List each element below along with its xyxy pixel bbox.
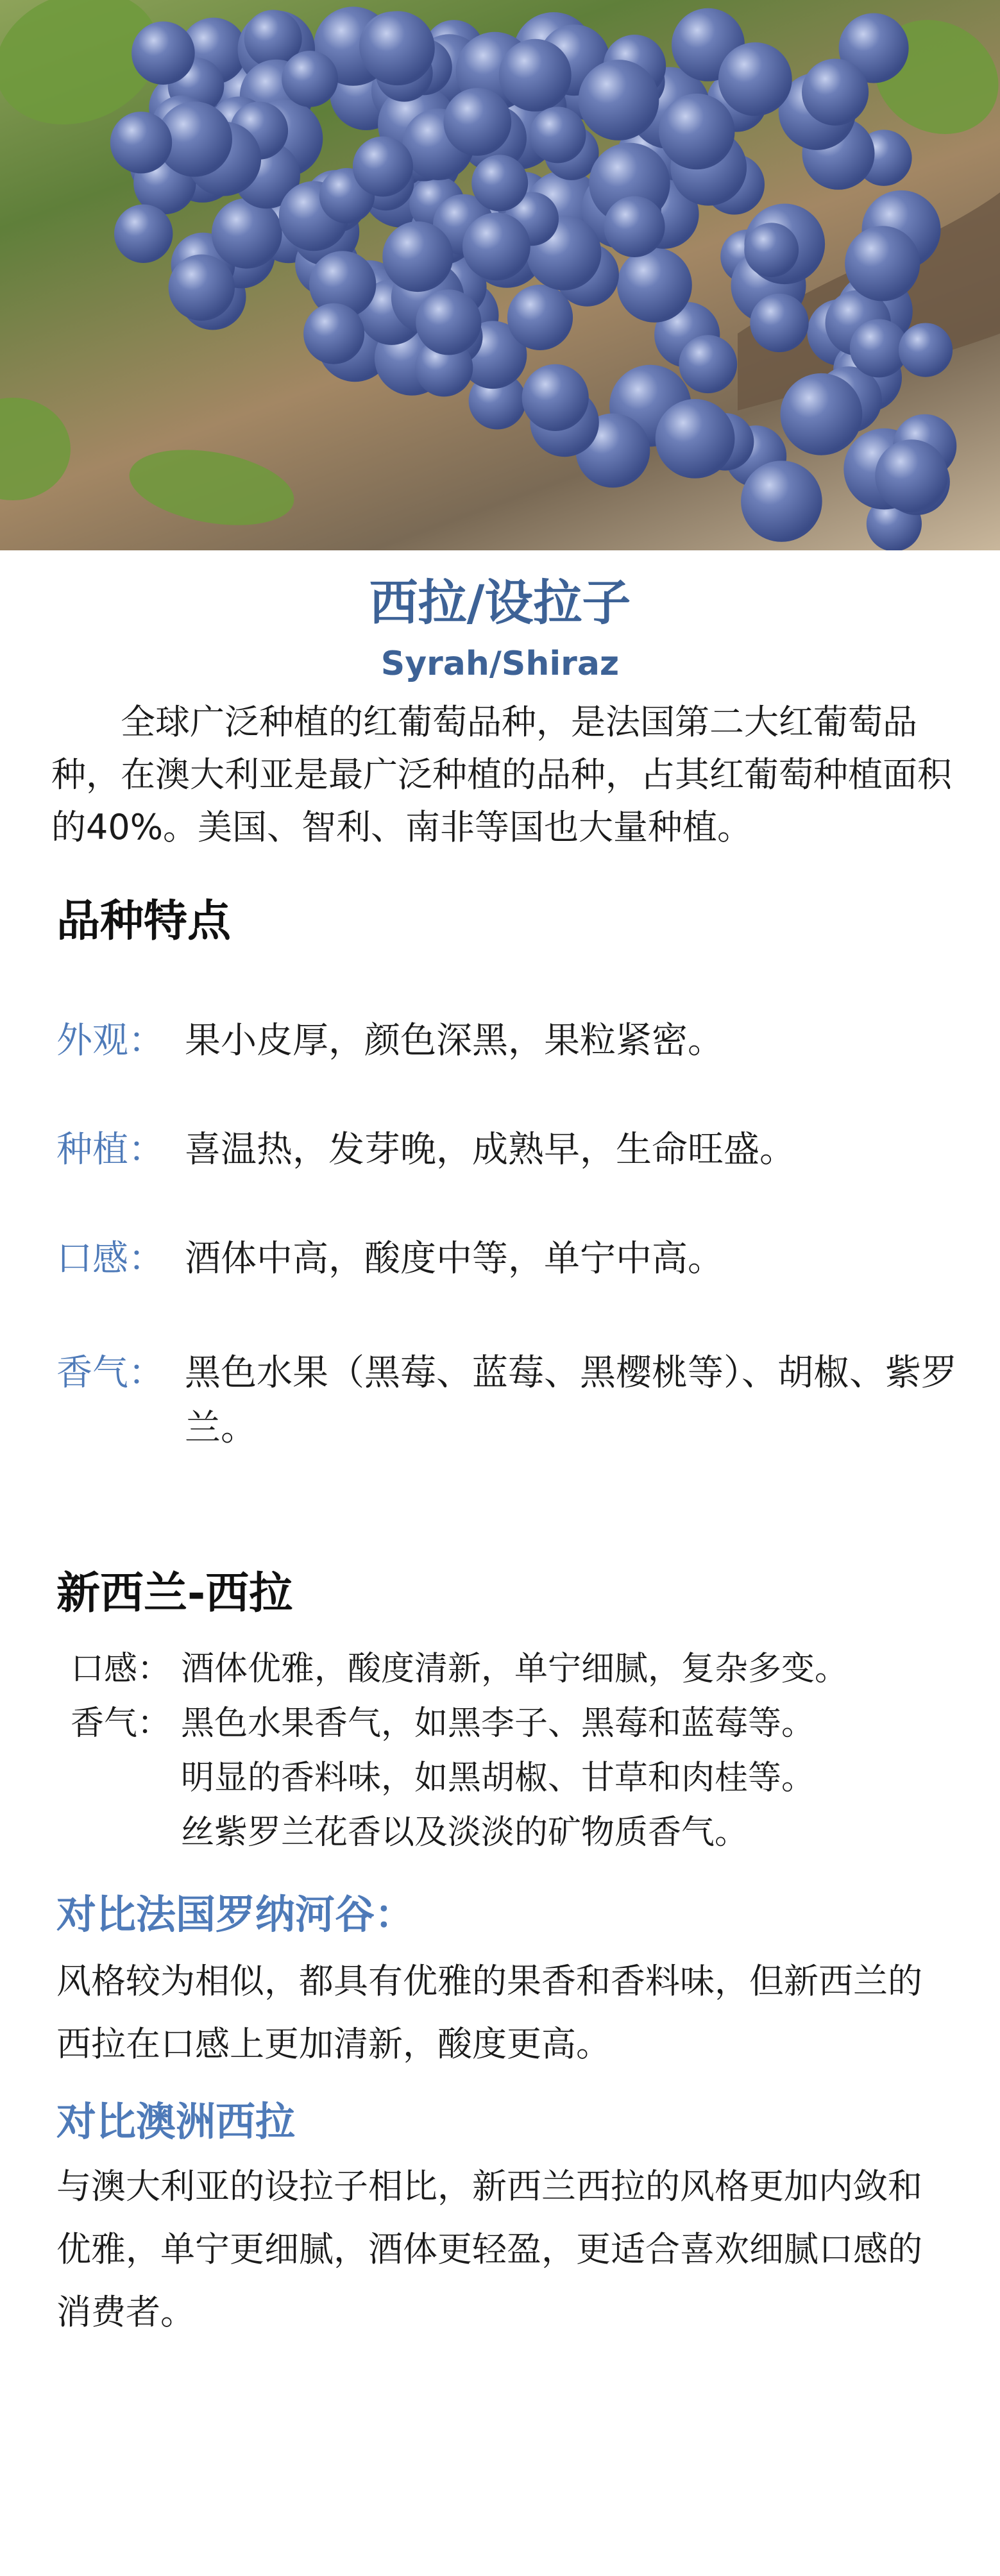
grape-berry [744, 223, 799, 277]
grape-berry [802, 59, 869, 126]
heading-compare-australia: 对比澳洲西拉 [56, 2098, 296, 2145]
intro-paragraph: 全球广泛种植的红葡萄品种，是法国第二大红葡萄品种，在澳大利亚是最广泛种植的品种，占其红葡萄种植面积的40%。美国、智利、南非等国也大量种植。 [51, 702, 952, 847]
grape-berry [169, 255, 235, 321]
grape-cluster-illustration [0, 0, 1000, 550]
grape-berry [617, 248, 692, 323]
grape-berry [579, 60, 659, 140]
feature-value: 喜温热，发芽晚，成熟早，生命旺盛。 [185, 1129, 795, 1171]
nz-aroma-label: 香气： [71, 1704, 171, 1743]
grape-berry [781, 373, 863, 455]
nz-aroma-line: 丝紫罗兰花香以及淡淡的矿物质香气。 [181, 1813, 749, 1852]
leaf-shape [123, 438, 300, 536]
section-heading-nz-syrah: 新西兰-西拉 [56, 1568, 293, 1619]
grape-berry [750, 294, 808, 352]
compare-australia-text: 与澳大利亚的设拉子相比，新西兰西拉的风格更加内敛和优雅，单宁更细腻，酒体更轻盈，更适合喜欢细腻口感的消费者。 [56, 2166, 922, 2332]
compare-france-text: 风格较为相似，都具有优雅的果香和香料味，但新西兰的西拉在口感上更加清新，酸度更高。 [56, 1961, 922, 2064]
page-title: 西拉/设拉子 [369, 574, 631, 631]
leaf-shape [0, 398, 71, 500]
grape-berry [604, 196, 665, 257]
feature-label: 口感： [56, 1238, 164, 1280]
feature-value: 酒体中高，酸度中等，单宁中高。 [185, 1238, 724, 1280]
nz-taste-value: 酒体优雅，酸度清新，单宁细腻，复杂多变。 [181, 1650, 849, 1688]
grape-berry [360, 11, 435, 85]
grape-berry [110, 112, 172, 173]
grape-berry [282, 51, 338, 107]
grape-berry [741, 461, 822, 542]
grape-berry [114, 205, 173, 263]
grape-berry [499, 39, 572, 112]
grape-berry [656, 399, 735, 479]
feature-label: 香气： [56, 1352, 164, 1394]
grape-berry [530, 106, 586, 163]
nz-aroma-line: 明显的香料味，如黑胡椒、甘草和肉桂等。 [181, 1759, 815, 1797]
grape-berry [303, 303, 364, 364]
grape-berry [659, 94, 734, 169]
hero-grapes-image [0, 0, 1000, 550]
grape-berry [212, 198, 282, 269]
grape-berry [382, 221, 453, 292]
grape-berry [679, 335, 737, 393]
feature-label: 种植： [56, 1129, 164, 1171]
grape-berry [416, 289, 481, 355]
grape-berry [353, 137, 413, 197]
grape-berry [462, 213, 530, 281]
page-subtitle: Syrah/Shiraz [380, 645, 620, 683]
grape-berry [845, 226, 920, 301]
grape-berry [131, 21, 195, 85]
feature-label: 外观： [56, 1020, 164, 1062]
feature-value: 果小皮厚，颜色深黑，果粒紧密。 [185, 1020, 724, 1062]
nz-aroma-line: 黑色水果香气，如黑李子、黑莓和蓝莓等。 [181, 1704, 815, 1743]
grape-berry [875, 439, 948, 513]
grape-berry [718, 42, 792, 116]
feature-value: 黑色水果（黑莓、蓝莓、黑樱桃等）、胡椒、紫罗兰。 [185, 1352, 957, 1449]
grape-berry [443, 88, 511, 156]
grape-berry [899, 323, 953, 377]
grape-berry [471, 155, 528, 211]
heading-compare-france: 对比法国罗纳河谷： [56, 1891, 415, 1938]
section-heading-characteristics: 品种特点 [56, 896, 232, 947]
nz-taste-label: 口感： [71, 1650, 171, 1688]
grape-berry [522, 364, 589, 431]
